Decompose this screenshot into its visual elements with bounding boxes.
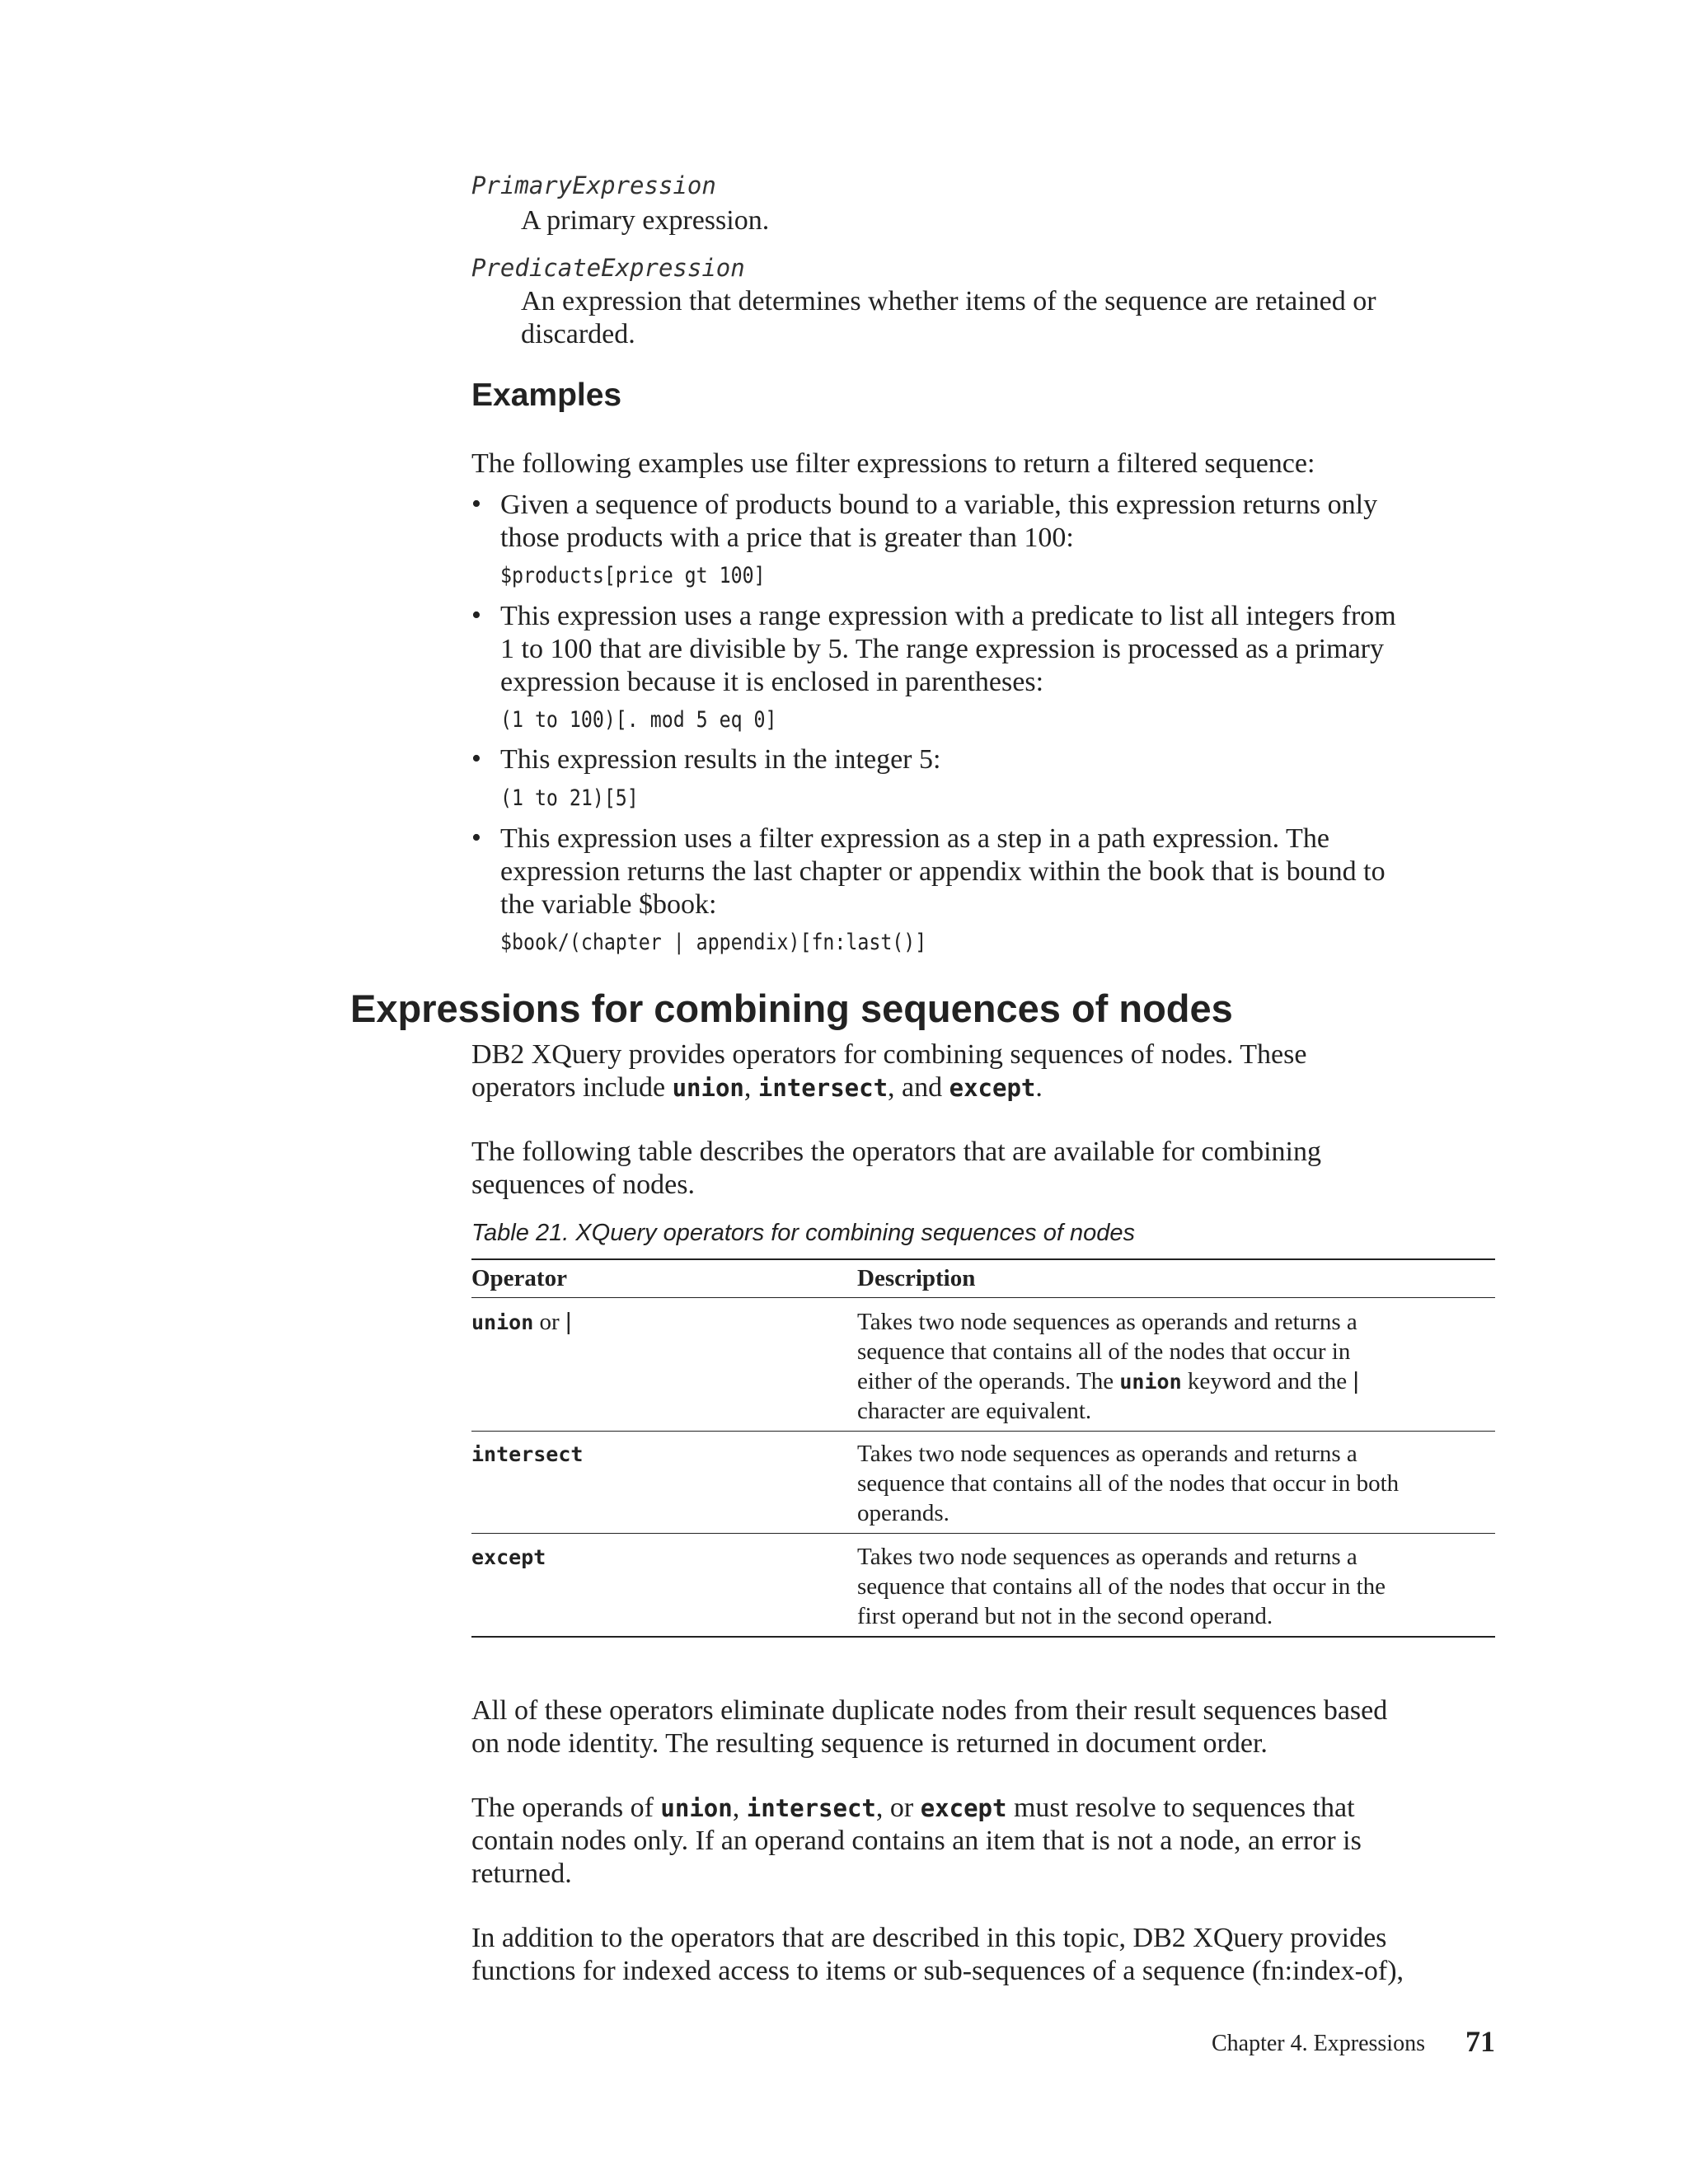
footer-chapter: Chapter 4. Expressions <box>1212 2031 1425 2056</box>
table-header-description: Description <box>857 1265 976 1291</box>
bullet-text: 1 to 100 that are divisible by 5. The range expression is processed as a primary <box>500 634 1384 664</box>
paragraph-line: In addition to the operators that are described in this topic, DB2 XQuery provides <box>471 1923 1387 1953</box>
keyword: union <box>1119 1370 1182 1394</box>
table-rule <box>471 1533 1495 1534</box>
keyword: except <box>471 1545 546 1569</box>
bullet-marker: • <box>471 489 481 519</box>
table-cell-description: sequence that contains all of the nodes that occur in both <box>857 1470 1400 1497</box>
definition-description: A primary expression. <box>521 205 770 236</box>
bullet-text: Given a sequence of products bound to a variable, this expression returns only <box>500 490 1378 520</box>
table-cell-operator <box>471 1542 546 1572</box>
table-cell-description: sequence that contains all of the nodes that occur in <box>857 1338 1351 1365</box>
table-header-operator: Operator <box>471 1265 567 1291</box>
code-example: $products[price gt 100] <box>500 563 766 588</box>
table-cell-description: Takes two node sequences as operands and returns a <box>857 1544 1357 1570</box>
examples-intro: The following examples use filter expressions to return a filtered sequence: <box>471 448 1315 479</box>
bullet-text: expression because it is enclosed in parentheses: <box>500 667 1044 697</box>
keyword: intersect <box>757 1074 889 1102</box>
paragraph-line: sequences of nodes. <box>471 1169 695 1200</box>
paragraph-line: The following table describes the operators that are available for combining <box>471 1137 1321 1167</box>
bullet-text: expression returns the last chapter or appendix within the book that is bound to <box>500 856 1386 887</box>
table-cell-description: Takes two node sequences as operands and returns a <box>857 1441 1357 1467</box>
code-example: (1 to 21)[5] <box>500 785 639 811</box>
bullet-text: those products with a price that is greater than 100: <box>500 523 1074 553</box>
bullet-text: This expression results in the integer 5: <box>500 744 941 775</box>
keyword: union <box>471 1310 534 1334</box>
bullet-marker: • <box>471 600 481 630</box>
code-example: $book/(chapter | appendix)[fn:last()] <box>500 930 927 955</box>
table-cell-description: Takes two node sequences as operands and returns a <box>857 1309 1357 1335</box>
bullet-text: the variable $book: <box>500 889 717 920</box>
page-number: 71 <box>1465 2025 1495 2058</box>
definition-description: discarded. <box>521 319 635 349</box>
section-heading: Expressions for combining sequences of nodes <box>350 987 1233 1030</box>
bullet-marker: • <box>471 743 481 774</box>
definition-description: An expression that determines whether items of the sequence are retained or <box>521 286 1376 316</box>
table-cell-description: character are equivalent. <box>857 1398 1092 1424</box>
keyword: union <box>672 1074 744 1102</box>
paragraph-line: returned. <box>471 1858 572 1889</box>
table-rule-top <box>471 1258 1495 1260</box>
keyword: intersect <box>471 1442 584 1466</box>
table-caption: Table 21. XQuery operators for combining sequences of nodes <box>471 1220 1135 1246</box>
bullet-text: This expression uses a filter expression as a step in a path expression. The <box>500 823 1329 854</box>
table-cell-operator: union or | <box>471 1309 572 1335</box>
table-rule-bottom <box>471 1636 1495 1638</box>
paragraph-line: DB2 XQuery provides operators for combining sequences of nodes. These <box>471 1039 1307 1070</box>
bullet-text: This expression uses a range expression with a predicate to list all integers from <box>500 601 1396 631</box>
table-cell-description: first operand but not in the second operand. <box>857 1603 1273 1629</box>
table-cell-description: operands. <box>857 1500 950 1526</box>
paragraph-line: on node identity. The resulting sequence is returned in document order. <box>471 1728 1268 1759</box>
keyword: except <box>920 1794 1007 1822</box>
bullet-marker: • <box>471 823 481 853</box>
keyword: union <box>660 1794 733 1822</box>
table-cell-description: either of the operands. The union keyword and the | <box>857 1368 1359 1394</box>
keyword: except <box>949 1074 1036 1102</box>
paragraph-line: operators include union, intersect, and except. <box>471 1072 1043 1103</box>
table-rule <box>471 1431 1495 1432</box>
table-rule <box>471 1297 1495 1298</box>
paragraph-line: contain nodes only. If an operand contains an item that is not a node, an error is <box>471 1825 1362 1856</box>
table-cell-operator <box>471 1439 583 1469</box>
paragraph-line: The operands of union, intersect, or except must resolve to sequences that <box>471 1793 1355 1823</box>
examples-heading: Examples <box>471 377 622 413</box>
definition-term: PrimaryExpression <box>471 171 716 199</box>
keyword: intersect <box>746 1794 876 1822</box>
paragraph-line: functions for indexed access to items or sub-sequences of a sequence (fn:index-of), <box>471 1956 1404 1986</box>
paragraph-line: All of these operators eliminate duplicate nodes from their result sequences based <box>471 1695 1388 1726</box>
definition-term: PredicateExpression <box>471 254 745 282</box>
code-example: (1 to 100)[. mod 5 eq 0] <box>500 707 777 733</box>
table-cell-description: sequence that contains all of the nodes that occur in the <box>857 1573 1386 1600</box>
